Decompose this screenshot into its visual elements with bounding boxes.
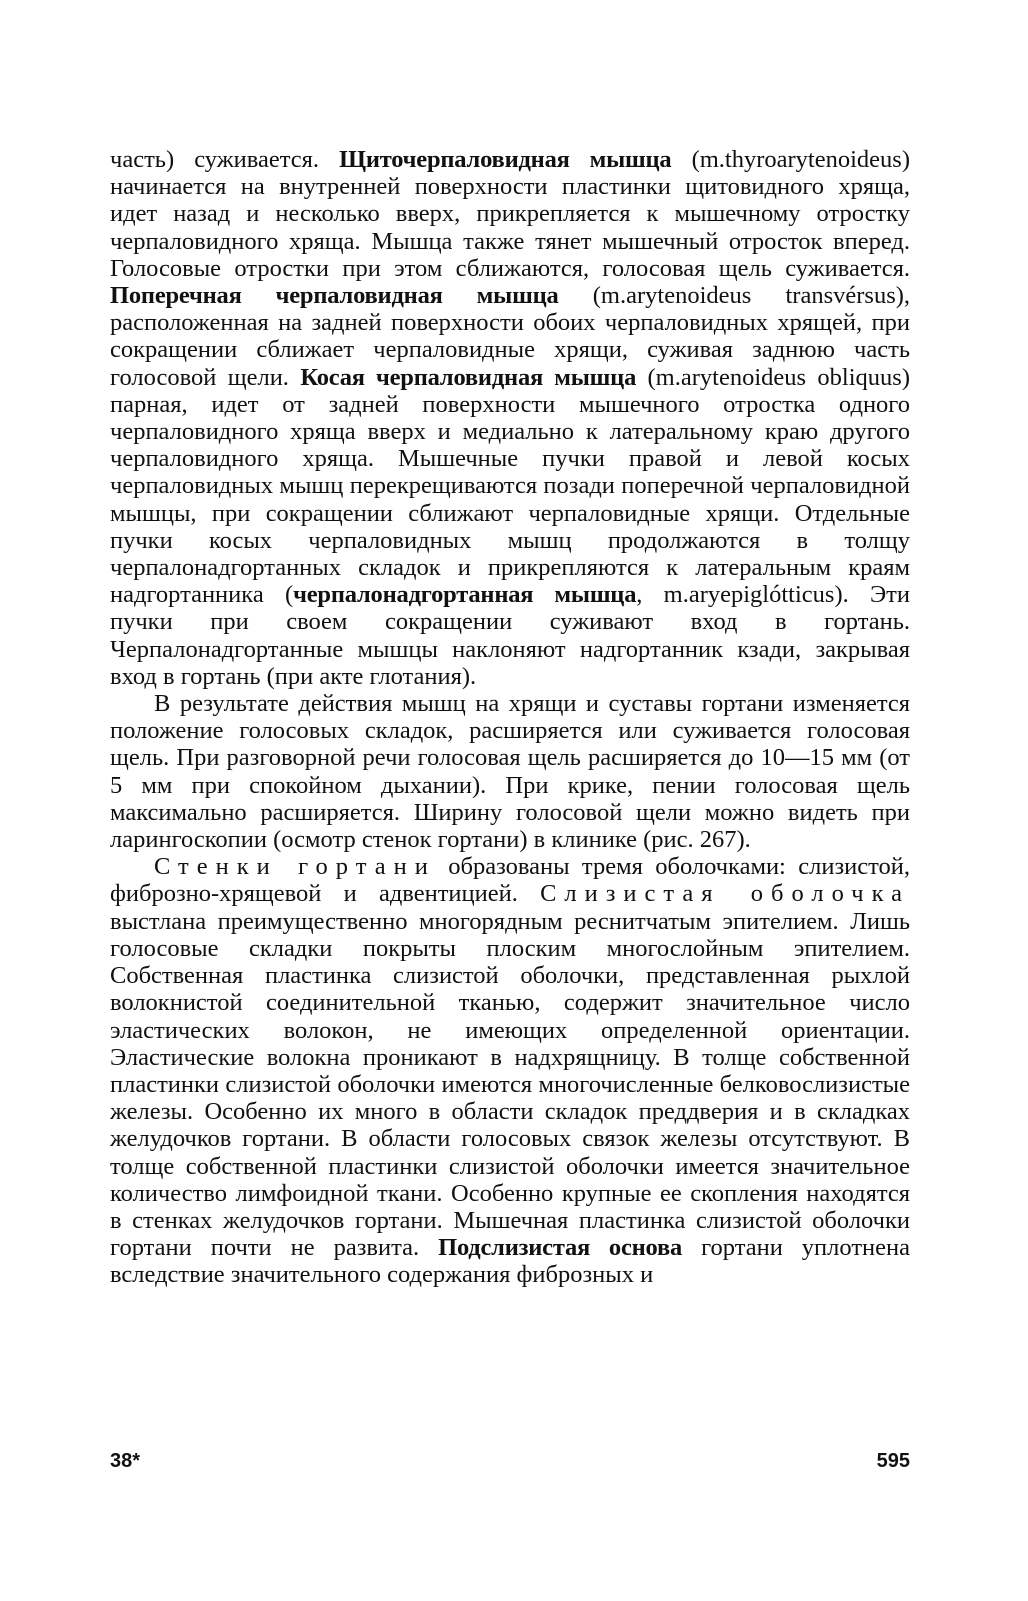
text-run: В результате действия мышц на хрящи и суставы гортани изменяется положение голосовых складок, расширяется или суживается голосовая щель. При разговорной речи голосовая щель расширяется до 10—15 мм (от 5 мм при спокойном дыхании). При крике, пении голосовая щель максимально расширяется. Ширину голосовой щели можно видеть при ларингоскопии (осмотр стенок гортани) в клинике (рис. 267). (110, 690, 910, 854)
page-body (110, 146, 910, 1289)
text-run: , m.aryepiglótticus). Эти пучки при своем сокращении суживают вход в гортань. Черпалонадгортанные мышцы наклоняют надгортанник кзади, закрывая вход в гортань (при акте глотания). (110, 581, 910, 690)
text-run: (m.arytenoideus obliquus) парная, идет от задней поверхности мышечного отростка одного черпаловидного хряща вверх и медиально к латеральному краю другого черпаловидного хряща. Мышечные пучки правой и левой косых черпаловидных мышц перекрещиваются позади поперечной черпаловидной мышцы, при сокращении сближают черпаловидные хрящи. Отдельные пучки косых черпаловидных мышц продолжаются в толщу черпалонадгортанных складок и прикрепляются к латеральным краям надгортанника ( (110, 363, 910, 609)
term-transverse-arytenoid-muscle: Поперечная черпаловидная мышца (110, 282, 559, 310)
text-run: выстлана преимущественно многорядным реснитчатым эпителием. Лишь голосовые складки покрыты плоским многослойным эпителием. Собственная пластинка слизистой оболочки, представленная рыхлой волокнистой соединительной тканью, содержит значительное число эластических волокон, не имеющих определенной ориентации. Эластические волокна проникают в надхрящницу. В толще собственной пластинки слизистой оболочки имеются многочисленные белковослизистые железы. Особенно их много в области складок преддверия и в складках желудочков гортани. В области голосовых связок железы отсутствуют. В толще собственной пластинки слизистой оболочки имеется значительное количество лимфоидной ткани. Особенно крупные ее скопления находятся в стенках желудочков гортани. Мышечная пластинка слизистой оболочки гортани почти не развита. (110, 907, 910, 1262)
text-run: (m.thyroarytenoideus) начинается на внутренней поверхности пластинки щитовидного хряща, идет назад и несколько вверх, прикрепляется к мышечному отростку черпаловидного хряща. Мышца также тянет мышечный отросток вперед. Голосовые отростки при этом сближаются, голосовая щель суживается. (110, 146, 910, 282)
spaced-term-mucous-membrane: Слизистая оболочка (540, 880, 910, 908)
text-run: образованы тремя оболочками: слизистой, фиброзно-хрящевой и адвентицией. (110, 853, 910, 908)
term-submucosa: Подслизистая основа (438, 1234, 683, 1262)
text-run: часть) суживается. (110, 146, 340, 173)
text-run: (m.arytenoideus transvérsus), расположенная на задней поверхности обоих черпаловидных хрящей, при сокращении сближает черпаловидные хрящи, суживая заднюю часть голосовой щели. (110, 282, 911, 391)
spaced-term-larynx-walls: Стенки гортани (154, 853, 436, 881)
term-aryepiglottic-muscle: черпалонадгортанная мышца (293, 581, 637, 609)
term-thyroarytenoid-muscle: Щиточерпаловидная мышца (339, 146, 672, 173)
page-number: 595 (876, 1450, 910, 1472)
paragraph-glottis (110, 690, 910, 853)
paragraph-walls (110, 853, 910, 1288)
paragraph-muscles (110, 146, 910, 690)
signature-mark: 38* (110, 1450, 141, 1472)
term-oblique-arytenoid-muscle: Косая черпаловидная мышца (300, 363, 637, 391)
text-run: гортани уплотнена вследствие значительного содержания фиброзных и (110, 1234, 911, 1289)
